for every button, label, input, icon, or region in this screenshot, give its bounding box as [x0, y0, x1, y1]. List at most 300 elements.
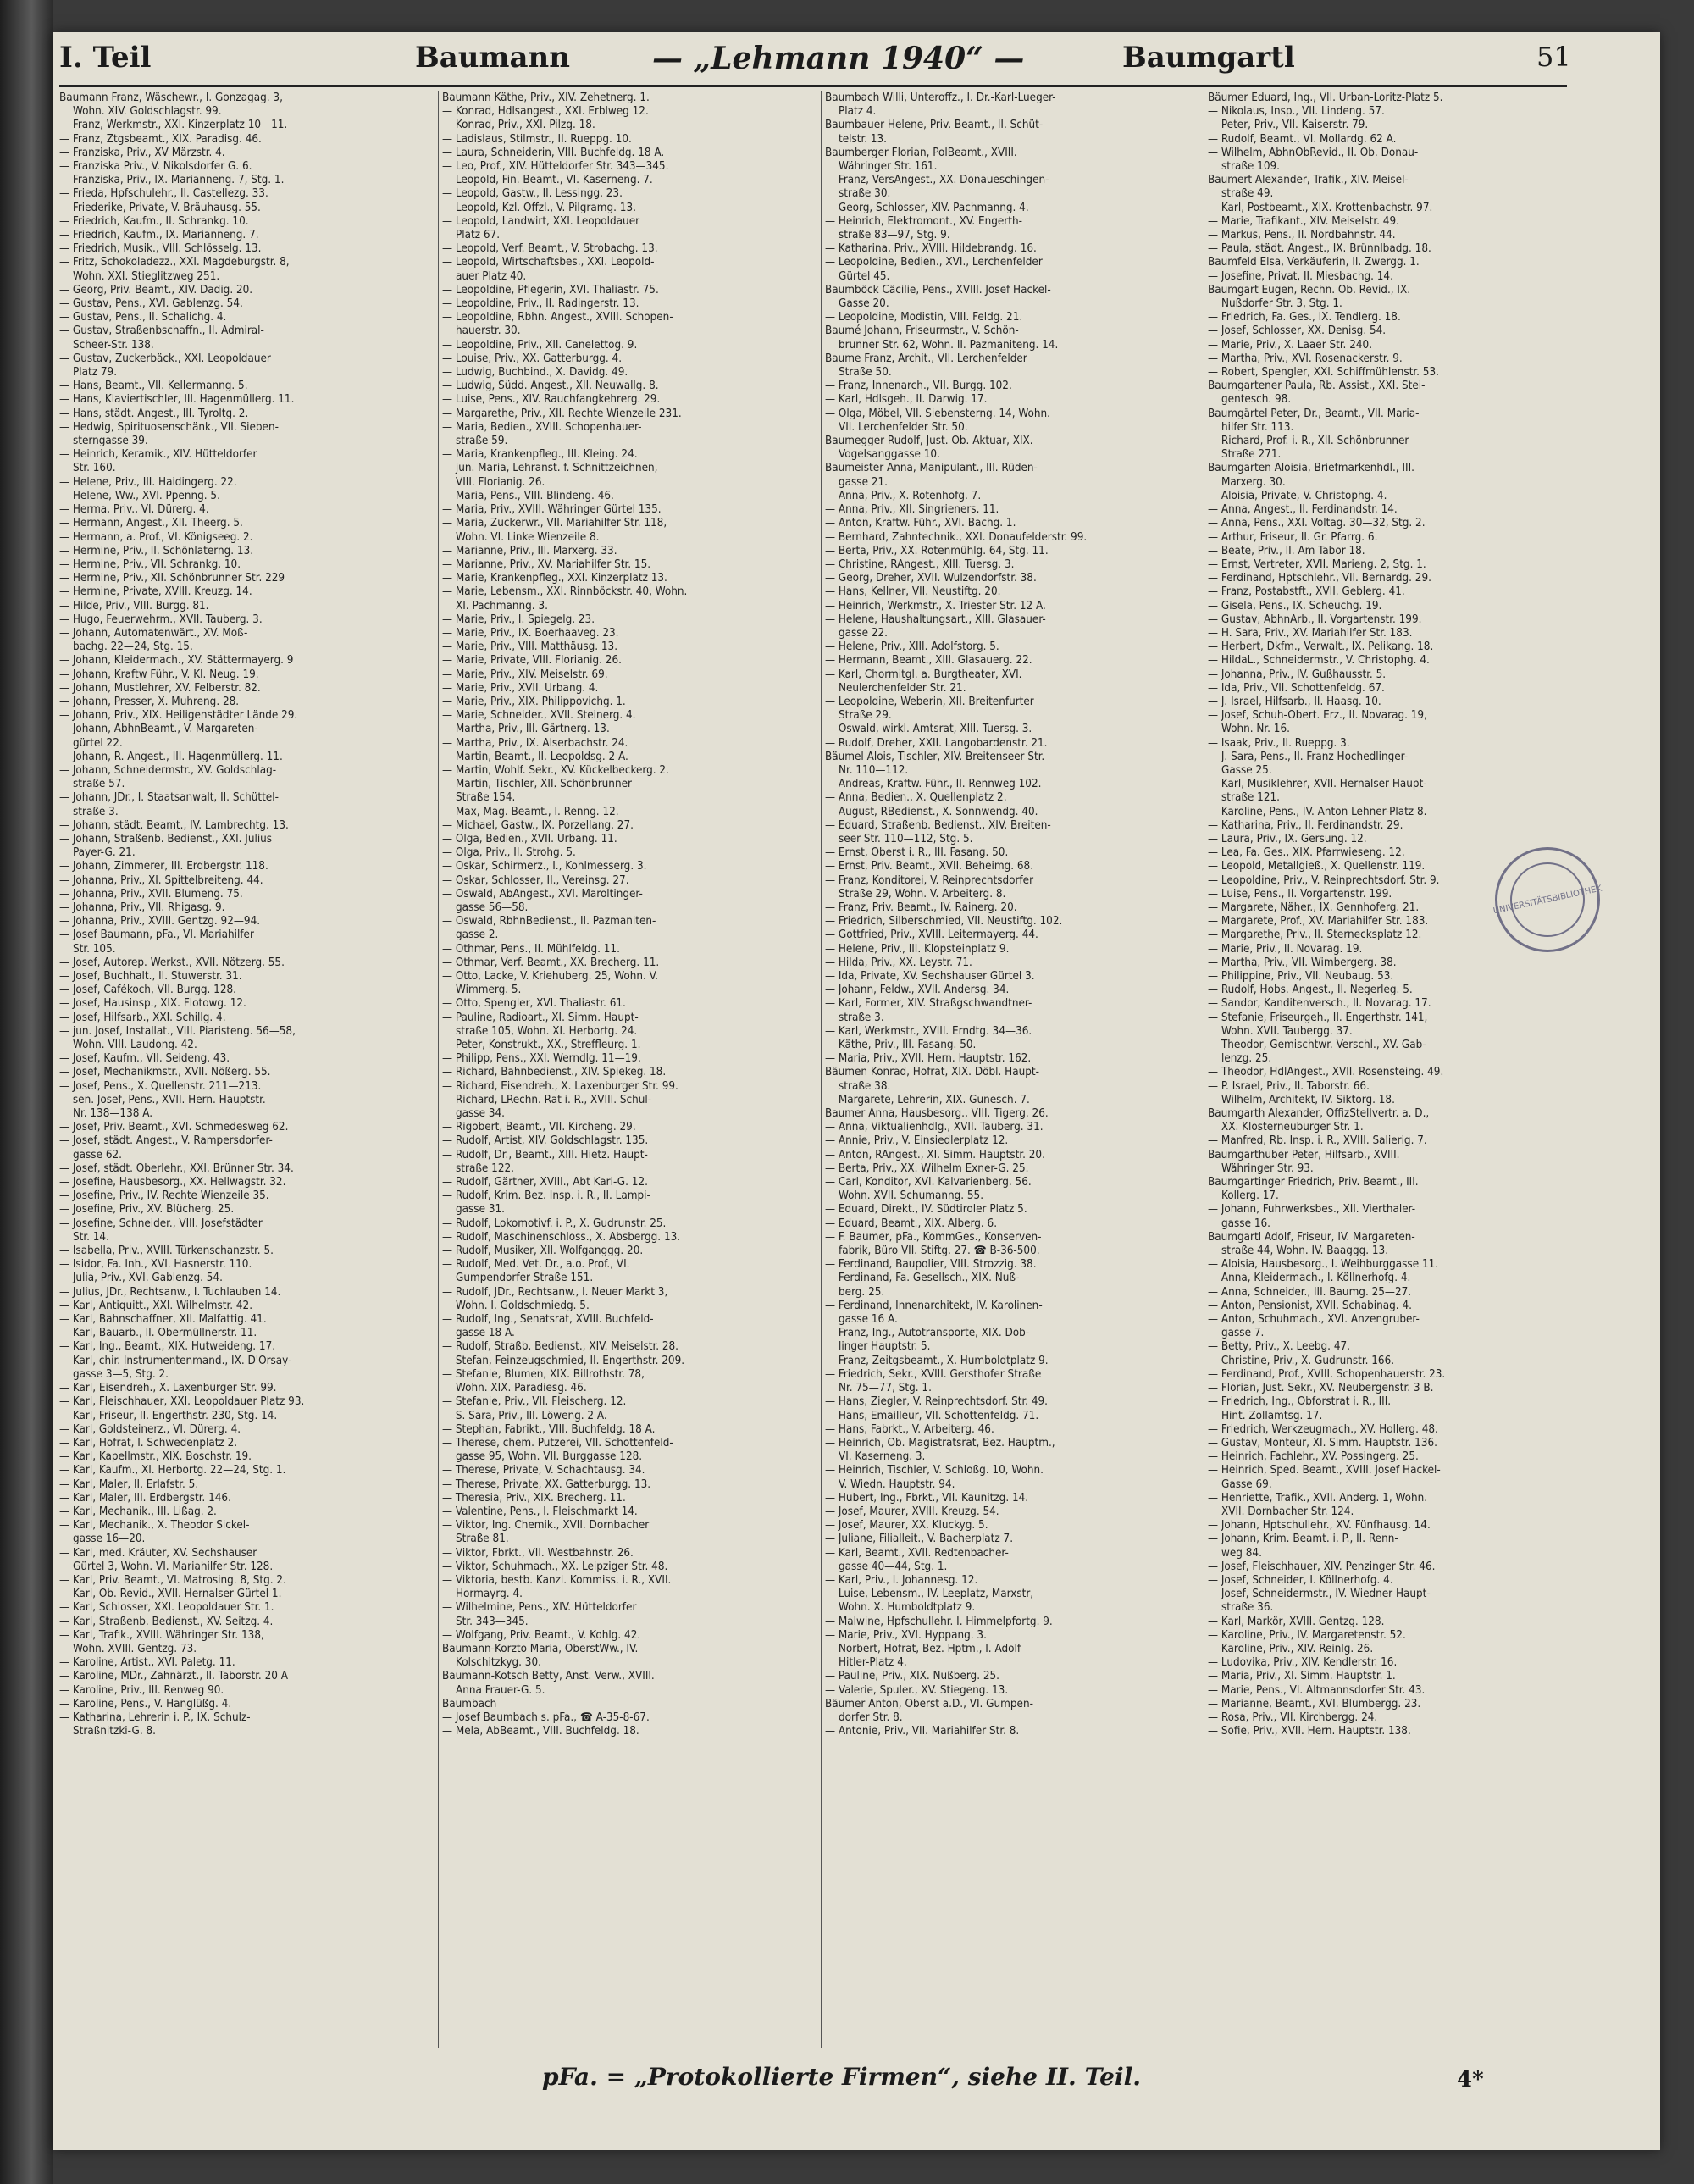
directory-entry: — Anna, Viktualienhdlg., XVII. Tauberg. 31.: [825, 1121, 1044, 1134]
directory-entry: straße 30.: [839, 187, 891, 201]
directory-entry: — Margarete, Lehrerin, XIX. Gunesch. 7.: [825, 1093, 1030, 1106]
directory-entry: — August, RBedienst., X. Sonnwendg. 40.: [825, 805, 1038, 818]
directory-entry: — Ferdinand, Fa. Gesellsch., XIX. Nuß-: [825, 1272, 1020, 1285]
directory-entry: — Karl, Trafik., XVIII. Währinger Str. 138,: [59, 1628, 264, 1642]
directory-entry: — Theodor, Gemischtwr. Verschl., XV. Gab-: [1208, 1039, 1426, 1052]
directory-entry: — Julius, JDr., Rechtsanw., I. Tuchlauben 14.: [59, 1285, 281, 1299]
directory-entry: — Karoline, Priv., III. Renweg 90.: [59, 1683, 224, 1697]
directory-entry: — Anton, Pensionist, XVII. Schabinag. 4.: [1208, 1299, 1412, 1312]
directory-entry: Gürtel 3, Wohn. VI. Mariahilfer Str. 128.: [73, 1560, 274, 1573]
directory-entry: — Anna, Priv., XII. Singrieners. 11.: [825, 503, 999, 517]
directory-entry: — Anton, Kraftw. Führ., XVI. Bachg. 1.: [825, 517, 1016, 530]
directory-entry: — Hans, Fabrkt., V. Arbeiterg. 46.: [825, 1422, 994, 1436]
directory-entry: — Laura, Schneiderin, VIII. Buchfeldg. 18 A.: [442, 146, 665, 159]
directory-entry: Str. 343—345.: [456, 1615, 529, 1628]
directory-entry: Straße 271.: [1221, 448, 1282, 462]
directory-entry: — Josef Baumbach s. pFa., ☎ A-35-8-67.: [442, 1710, 650, 1724]
column-4: [1208, 91, 1579, 2059]
directory-entry: — Herbert, Dkfm., Verwalt., IX. Pelikang. 18.: [1208, 640, 1434, 654]
directory-entry: — Hans, Klaviertischler, III. Hagenmüllerg. 11.: [59, 393, 295, 407]
directory-entry: — Johanna, Priv., XVIII. Gentzg. 92—94.: [59, 915, 261, 928]
directory-entry: bachg. 22—24, Stg. 15.: [73, 640, 193, 654]
directory-entry: — Gustav, Monteur, XI. Simm. Hauptstr. 136.: [1208, 1436, 1437, 1450]
directory-entry: — Antonie, Priv., VII. Mariahilfer Str. 8.: [825, 1725, 1020, 1738]
directory-entry: gasse 95, Wohn. VII. Burggasse 128.: [456, 1450, 643, 1464]
page-number: 51: [1536, 41, 1571, 73]
directory-entry: — Leopoldine, Priv., II. Radingerstr. 13.: [442, 297, 639, 311]
directory-entry: — Gustav, Zuckerbäck., XXI. Leopoldauer: [59, 352, 271, 365]
directory-entry: Baume Franz, Archit., VII. Lerchenfelder: [825, 352, 1027, 365]
directory-entry: Baumfeld Elsa, Verkäuferin, II. Zwergg. 1.: [1208, 256, 1420, 269]
directory-entry: — Nikolaus, Insp., VII. Lindeng. 57.: [1208, 105, 1385, 119]
directory-entry: — Margarete, Prof., XV. Mariahilfer Str. 183.: [1208, 915, 1429, 928]
directory-entry: — Gottfried, Priv., XVIII. Leitermayerg. 44.: [825, 928, 1038, 942]
directory-entry: — Johann, städt. Beamt., IV. Lambrechtg. 13.: [59, 818, 289, 832]
directory-entry: — Manfred, Rb. Insp. i. R., XVIII. Salierig. 7.: [1208, 1134, 1427, 1148]
directory-entry: gasse 16.: [1221, 1217, 1270, 1230]
directory-entry: VIII. Florianig. 26.: [456, 475, 545, 489]
directory-entry: straße 109.: [1221, 160, 1280, 174]
directory-entry: Kolschitzkyg. 30.: [456, 1656, 541, 1670]
column-1: [59, 91, 430, 2059]
directory-entry: — Friedrich, Musik., VIII. Schlösselg. 13.: [59, 242, 262, 256]
directory-entry: — Aloisia, Hausbesorg., I. Weihburggasse 11.: [1208, 1258, 1439, 1272]
directory-entry: Baumer Anna, Hausbesorg., VIII. Tigerg. 26.: [825, 1107, 1049, 1121]
directory-entry: Vogelsanggasse 10.: [839, 448, 940, 462]
directory-entry: Baumann-Kotsch Betty, Anst. Verw., XVIII.: [442, 1670, 655, 1683]
directory-entry: — Otto, Spengler, XVI. Thaliastr. 61.: [442, 997, 626, 1011]
directory-entry: — Marie, Priv., IX. Boerhaaveg. 23.: [442, 626, 619, 640]
book-binding-edge: [0, 0, 53, 2184]
directory-entry: — Anton, Schuhmach., XVI. Anzengruber-: [1208, 1313, 1420, 1327]
directory-entry: — Wilhelmine, Pens., XIV. Hütteldorfer: [442, 1601, 637, 1615]
directory-entry: — Karl, Straßenb. Bedienst., XV. Seitzg. 4.: [59, 1615, 274, 1628]
directory-entry: Baumgärtel Peter, Dr., Beamt., VII. Maria-: [1208, 407, 1420, 420]
directory-entry: — Julia, Priv., XVI. Gablenzg. 54.: [59, 1272, 223, 1285]
directory-entry: — Maria, Priv., XVIII. Währinger Gürtel 135.: [442, 503, 662, 517]
directory-entry: Wohn. XXI. Stieglitzweg 251.: [73, 269, 220, 283]
directory-entry: hauerstr. 30.: [456, 324, 521, 338]
directory-entry: — Othmar, Verf. Beamt., XX. Brecherg. 11.: [442, 956, 660, 969]
directory-entry: — Anna, Angest., II. Ferdinandstr. 14.: [1208, 503, 1398, 517]
directory-entry: — Ferdinand, Hptschlehr., VII. Bernardg. 29.: [1208, 572, 1431, 585]
directory-entry: — Andreas, Kraftw. Führ., II. Rennweg 102.: [825, 778, 1042, 791]
directory-entry: Gumpendorfer Straße 151.: [456, 1272, 594, 1285]
directory-entry: — Marie, Private, VIII. Florianig. 26.: [442, 654, 622, 668]
directory-entry: Payer-G. 21.: [73, 846, 136, 860]
directory-entry: — Rudolf, Artist, XIV. Goldschlagstr. 135.: [442, 1134, 649, 1148]
directory-entry: XX. Klosterneuburger Str. 1.: [1221, 1121, 1364, 1134]
directory-entry: — Friedrich, Sekr., XVIII. Gersthofer Straße: [825, 1367, 1042, 1381]
directory-entry: — Johann, Zimmerer, III. Erdbergstr. 118.: [59, 860, 268, 873]
directory-entry: — Gustav, AbhnArb., II. Vorgartenstr. 199.: [1208, 613, 1422, 626]
directory-entry: — Rudolf, Krim. Bez. Insp. i. R., II. Lampi-: [442, 1189, 650, 1203]
directory-entry: — Rudolf, Dreher, XXII. Langobardenstr. 21.: [825, 736, 1048, 750]
directory-entry: Baumegger Rudolf, Just. Ob. Aktuar, XIX.: [825, 435, 1033, 448]
directory-entry: — Karoline, Pens., V. Hanglüßg. 4.: [59, 1697, 232, 1710]
directory-entry: — Laura, Priv., IX. Gersung. 12.: [1208, 832, 1367, 845]
directory-entry: — Katharina, Lehrerin i. P., IX. Schulz-: [59, 1710, 251, 1724]
directory-entry: sterngasse 39.: [73, 435, 148, 448]
directory-entry: — Theresia, Priv., XIX. Brecherg. 11.: [442, 1491, 626, 1505]
directory-entry: — Josef, Hilfsarb., XXI. Schillg. 4.: [59, 1011, 226, 1024]
directory-entry: — Gisela, Pens., IX. Scheuchg. 19.: [1208, 599, 1382, 613]
directory-entry: gasse 31.: [456, 1203, 505, 1217]
directory-entry: — Josef, Pens., X. Quellenstr. 211—213.: [59, 1079, 262, 1093]
directory-entry: — Gustav, Straßenbschaffn., II. Admiral-: [59, 324, 264, 338]
directory-entry: — Marie, Krankenpfleg., XXI. Kinzerplatz 13.: [442, 572, 667, 585]
directory-entry: gasse 2.: [456, 928, 499, 942]
directory-entry: — Josef, städt. Angest., V. Rampersdorfer-: [59, 1134, 273, 1148]
directory-entry: Hint. Zollamtsg. 17.: [1221, 1409, 1323, 1422]
directory-entry: — Olga, Möbel, VII. Siebensterng. 14, Wohn.: [825, 407, 1050, 420]
directory-entry: — Louise, Priv., XX. Gatterburgg. 4.: [442, 352, 623, 365]
directory-entry: — Peter, Konstrukt., XX., Streffleurg. 1.: [442, 1039, 641, 1052]
directory-entry: — Therese, Private, XX. Gatterburgg. 13.: [442, 1477, 651, 1491]
directory-entry: — Pauline, Radioart., XI. Simm. Haupt-: [442, 1011, 639, 1024]
directory-entry: — Mela, AbBeamt., VIII. Buchfeldg. 18.: [442, 1725, 639, 1738]
directory-entry: — P. Israel, Priv., II. Taborstr. 66.: [1208, 1079, 1370, 1093]
directory-entry: — Friedrich, Fa. Ges., IX. Tendlerg. 18.: [1208, 311, 1401, 324]
directory-entry: Gürtel 45.: [839, 269, 890, 283]
directory-entry: lenzg. 25.: [1221, 1052, 1272, 1066]
directory-entry: — S. Sara, Priv., III. Löweng. 2 A.: [442, 1409, 607, 1422]
directory-entry: — Hermine, Priv., VII. Schrankg. 10.: [59, 557, 241, 571]
directory-entry: — Florian, Just. Sekr., XV. Neubergenstr. 3 B.: [1208, 1382, 1434, 1395]
directory-entry: — Josef, Hausinsp., XIX. Flotowg. 12.: [59, 997, 246, 1011]
directory-entry: — Leo, Prof., XIV. Hütteldorfer Str. 343—345.: [442, 160, 669, 174]
directory-entry: — Maria, Bedien., XVIII. Schopenhauer-: [442, 420, 642, 434]
directory-entry: — Karl, Antiquitt., XXI. Wilhelmstr. 42.: [59, 1299, 253, 1312]
directory-entry: — Hilda, Priv., XX. Leystr. 71.: [825, 956, 972, 969]
directory-entry: — Paula, städt. Angest., IX. Brünnlbadg. 18.: [1208, 242, 1431, 256]
directory-entry: — Hermann, Beamt., XIII. Glasauerg. 22.: [825, 654, 1032, 668]
directory-entry: — Franz, Ztgsbeamt., XIX. Paradisg. 46.: [59, 132, 262, 146]
directory-entry: — Ernst, Vertreter, XVII. Marieng. 2, Stg. 1.: [1208, 557, 1426, 571]
directory-entry: — Rudolf, Straßb. Bedienst., XIV. Meiselstr. 28.: [442, 1340, 679, 1354]
directory-entry: straße 122.: [456, 1161, 514, 1175]
directory-entry: gasse 3—5, Stg. 2.: [73, 1367, 169, 1381]
directory-entry: — Johann, Presser, X. Muhreng. 28.: [59, 695, 240, 708]
directory-entry: — Rudolf, Hobs. Angest., II. Negerleg. 5.: [1208, 984, 1413, 997]
directory-columns: [59, 91, 1575, 2059]
directory-entry: gasse 16—20.: [73, 1533, 146, 1546]
directory-entry: — Richard, LRechn. Rat i. R., XVIII. Schul-: [442, 1093, 652, 1106]
directory-entry: — Rudolf, Musiker, XII. Wolfganggg. 20.: [442, 1244, 644, 1258]
directory-entry: Baumgarten Aloisia, Briefmarkenhdl., III.: [1208, 462, 1414, 475]
directory-entry: — Marie, Priv., X. Laaer Str. 240.: [1208, 338, 1373, 352]
directory-entry: Wohn. XIX. Paradiesg. 46.: [456, 1382, 587, 1395]
header-first-name: Baumann: [415, 41, 570, 75]
directory-entry: — Josef, Schneidermstr., IV. Wiedner Haupt-: [1208, 1588, 1431, 1601]
directory-entry: — Gustav, Pens., II. Schalichg. 4.: [59, 311, 227, 324]
directory-entry: Baumbach: [442, 1697, 497, 1710]
directory-entry: — jun. Maria, Lehranst. f. Schnittzeichnen,: [442, 462, 658, 475]
directory-entry: Wohn. XVIII. Gentzg. 73.: [73, 1642, 197, 1655]
directory-entry: — Johann, JDr., I. Staatsanwalt, II. Schüttel-: [59, 791, 279, 805]
directory-entry: — Christine, RAngest., XIII. Tuersg. 3.: [825, 557, 1015, 571]
directory-entry: — Carl, Konditor, XVI. Kalvarienberg. 56.: [825, 1176, 1032, 1189]
directory-entry: — Frieda, Hpfschulehr., II. Castellezg. 33.: [59, 187, 268, 201]
directory-entry: Str. 14.: [73, 1230, 109, 1244]
directory-entry: gasse 62.: [73, 1148, 122, 1161]
directory-entry: — Luise, Pens., II. Vorgartenstr. 199.: [1208, 887, 1392, 901]
header-rule: [59, 85, 1567, 87]
directory-entry: — Therese, Private, V. Schachtausg. 34.: [442, 1464, 645, 1477]
directory-entry: Scheer-Str. 138.: [73, 338, 154, 352]
directory-entry: straße 49.: [1221, 187, 1274, 201]
directory-entry: — Johann, R. Angest., III. Hagenmüllerg. 11.: [59, 750, 283, 763]
directory-entry: — Karl, chir. Instrumentenmand., IX. D'Orsay-: [59, 1354, 292, 1367]
directory-entry: — Henriette, Trafik., XVII. Anderg. 1, Wohn.: [1208, 1491, 1428, 1505]
directory-entry: — Norbert, Hofrat, Bez. Hptm., I. Adolf: [825, 1642, 1021, 1655]
directory-entry: straße 3.: [73, 805, 119, 818]
directory-entry: — Leopold, Fin. Beamt., VI. Kaserneng. 7.: [442, 174, 653, 187]
directory-entry: — Johann, Kleidermach., XV. Stättermayerg. 9: [59, 654, 294, 668]
directory-entry: Baumann-Korzto Maria, OberstWw., IV.: [442, 1642, 639, 1655]
directory-entry: Straße 29.: [839, 709, 892, 723]
directory-entry: — Karl, med. Kräuter, XV. Sechshauser: [59, 1546, 257, 1560]
directory-entry: — J. Israel, Hilfsarb., II. Haasg. 10.: [1208, 695, 1381, 708]
directory-entry: — Isabella, Priv., XVIII. Türkenschanzstr. 5.: [59, 1244, 274, 1258]
directory-entry: — Arthur, Friseur, II. Gr. Pfarrg. 6.: [1208, 530, 1378, 544]
directory-entry: — Franziska, Priv., IX. Marianneng. 7, Stg. 1.: [59, 174, 285, 187]
directory-entry: — Josef, Kaufm., VII. Seideng. 43.: [59, 1052, 230, 1066]
directory-entry: Straßnitzki-G. 8.: [73, 1725, 156, 1738]
directory-entry: Anna Frauer-G. 5.: [456, 1683, 545, 1697]
directory-entry: — Karl, Werkmstr., XVIII. Erndtg. 34—36.: [825, 1024, 1032, 1038]
directory-entry: — Marianne, Priv., XV. Mariahilfer Str. 15.: [442, 557, 651, 571]
directory-entry: — Karl, Maler, III. Erdbergstr. 146.: [59, 1491, 231, 1505]
directory-entry: — Margarethe, Priv., XII. Rechte Wienzeile 231.: [442, 407, 682, 420]
directory-entry: — Konrad, Hdlsangest., XXI. Erblweg 12.: [442, 105, 649, 119]
column-3: [825, 91, 1196, 2059]
directory-entry: — Leopold, Metallgieß., X. Quellenstr. 119.: [1208, 860, 1426, 873]
directory-entry: — Fritz, Schokoladezz., XXI. Magdeburgstr. 8,: [59, 256, 290, 269]
directory-entry: XVII. Dornbacher Str. 124.: [1221, 1505, 1354, 1518]
directory-entry: — Heinrich, Keramik., XIV. Hütteldorfer: [59, 448, 257, 462]
directory-entry: — Ferdinand, Prof., XVIII. Schopenhauerstr. 23.: [1208, 1367, 1446, 1381]
directory-entry: — Oswald, wirkl. Amtsrat, XIII. Tuersg. 3.: [825, 723, 1032, 736]
directory-entry: — Anna, Kleidermach., I. Köllnerhofg. 4.: [1208, 1272, 1411, 1285]
directory-entry: — Maria, Priv., XI. Simm. Hauptstr. 1.: [1208, 1670, 1396, 1683]
directory-entry: Gasse 20.: [839, 297, 889, 311]
directory-entry: — Stefanie, Blumen, XIX. Billrothstr. 78,: [442, 1367, 645, 1381]
directory-entry: Baumann Franz, Wäschewr., I. Gonzagag. 3,: [59, 91, 283, 104]
directory-entry: — Johanna, Priv., XVII. Blumeng. 75.: [59, 887, 243, 901]
directory-entry: Baumann Käthe, Priv., XIV. Zehetnerg. 1.: [442, 91, 650, 104]
footer-note: pFa. = „Protokollierte Firmen“, siehe II. Teil.: [542, 2063, 1141, 2091]
directory-entry: Baumgartl Adolf, Friseur, IV. Margareten-: [1208, 1230, 1415, 1244]
directory-entry: — Karoline, Priv., IV. Margaretenstr. 52.: [1208, 1628, 1406, 1642]
directory-entry: Baumert Alexander, Trafik., XIV. Meisel-: [1208, 174, 1409, 187]
directory-entry: — Josefine, Schneider., VIII. Josefstädter: [59, 1217, 263, 1230]
directory-entry: — Marie, Priv., I. Spiegelg. 23.: [442, 613, 595, 626]
directory-entry: — Berta, Priv., XX. Rotenmühlg. 64, Stg. 11.: [825, 544, 1049, 557]
directory-entry: — Olga, Bedien., XVII. Urbang. 11.: [442, 832, 617, 845]
directory-entry: Straße 29, Wohn. V. Arbeiterg. 8.: [839, 887, 1006, 901]
directory-entry: Bäumel Alois, Tischler, XIV. Breitenseer Str.: [825, 750, 1045, 763]
directory-entry: — Richard, Eisendreh., X. Laxenburger Str. 99.: [442, 1079, 678, 1093]
directory-entry: — Karl, Priv. Beamt., VI. Matrosing. 8, Stg. 2.: [59, 1573, 286, 1587]
directory-entry: straße 59.: [456, 435, 508, 448]
directory-entry: — Rudolf, Gärtner, XVIII., Abt Karl-G. 12.: [442, 1176, 648, 1189]
directory-entry: Wohn. I. Goldschmiedg. 5.: [456, 1299, 590, 1312]
directory-entry: — Karl, Bahnschaffner, XII. Malfattig. 41.: [59, 1313, 267, 1327]
library-stamp-text: UNIVERSITÄTSBIBLIOTHEK: [1503, 856, 1592, 944]
directory-entry: — Ernst, Priv. Beamt., XVII. Beheimg. 68.: [825, 860, 1034, 873]
directory-entry: — Karl, Goldsteinerz., VI. Dürerg. 4.: [59, 1422, 241, 1436]
directory-entry: — Karl, Schlosser, XXI. Leopoldauer Str. 1.: [59, 1601, 274, 1615]
directory-entry: Baumböck Cäcilie, Pens., XVIII. Josef Hackel-: [825, 283, 1051, 297]
directory-entry: — Josefine, Priv., IV. Rechte Wienzeile 35.: [59, 1189, 269, 1203]
directory-entry: — Hans, städt. Angest., III. Tyroltg. 2.: [59, 407, 249, 420]
directory-entry: — Marie, Trafikant., XIV. Meiselstr. 49.: [1208, 214, 1399, 228]
directory-entry: — Friedrich, Werkzeugmach., XV. Hollerg. 48.: [1208, 1422, 1438, 1436]
directory-entry: — Karl, Mechanik., III. Lißag. 2.: [59, 1505, 217, 1518]
directory-entry: Wohn. XIV. Goldschlagstr. 99.: [73, 105, 222, 119]
directory-entry: — Josef, Autorep. Werkst., XVII. Nötzerg. 55.: [59, 956, 285, 969]
directory-entry: Nußdorfer Str. 3, Stg. 1.: [1221, 297, 1342, 311]
directory-entry: gasse 16 A.: [839, 1313, 898, 1327]
directory-entry: — Johann, Kraftw Führ., V. Kl. Neug. 19.: [59, 668, 259, 681]
directory-entry: — Rosa, Priv., VII. Kirchbergg. 24.: [1208, 1710, 1378, 1724]
directory-entry: Baumé Johann, Friseurmstr., V. Schön-: [825, 324, 1019, 338]
directory-entry: — Sofie, Priv., XVII. Hern. Hauptstr. 138.: [1208, 1725, 1411, 1738]
directory-entry: — Johann, Krim. Beamt. i. P., II. Renn-: [1208, 1533, 1398, 1546]
directory-entry: — Rudolf, Lokomotivf. i. P., X. Gudrunstr. 25.: [442, 1217, 667, 1230]
directory-entry: — Leopoldine, Weberin, XII. Breitenfurter: [825, 695, 1034, 708]
directory-entry: — Friedrich, Kaufm., IX. Marianneng. 7.: [59, 229, 259, 242]
directory-entry: — Marie, Pens., VI. Altmannsdorfer Str. 43.: [1208, 1683, 1426, 1697]
directory-entry: — Christine, Priv., X. Gudrunstr. 166.: [1208, 1354, 1395, 1367]
directory-entry: Gasse 25.: [1221, 763, 1272, 777]
directory-entry: — Josef, Buchhalt., II. Stuwerstr. 31.: [59, 970, 242, 983]
directory-entry: — Maria, Priv., XVII. Hern. Hauptstr. 162.: [825, 1052, 1032, 1066]
directory-entry: Str. 160.: [73, 462, 116, 475]
directory-entry: — Franz, Werkmstr., XXI. Kinzerplatz 10—11.: [59, 119, 288, 132]
directory-entry: — Johann, Automatenwärt., XV. Moß-: [59, 626, 248, 640]
directory-entry: — Eduard, Direkt., IV. Südtiroler Platz 5.: [825, 1203, 1027, 1217]
directory-entry: — Leopoldine, Pflegerin, XVI. Thaliastr. 75.: [442, 283, 659, 297]
directory-entry: — Anna, Pens., XXI. Voltag. 30—32, Stg. 2.: [1208, 517, 1426, 530]
directory-entry: — Johanna, Priv., VII. Rhigasg. 9.: [59, 901, 225, 914]
directory-entry: — HildaL., Schneidermstr., V. Christophg. 4.: [1208, 654, 1430, 668]
directory-entry: hilfer Str. 113.: [1221, 420, 1294, 434]
directory-entry: — Franz, Konditorei, V. Reinprechtsdorfer: [825, 873, 1034, 887]
directory-entry: — Martha, Priv., IX. Alserbachstr. 24.: [442, 736, 628, 750]
directory-entry: Baumgartinger Friedrich, Priv. Beamt., III.: [1208, 1176, 1419, 1189]
directory-entry: — Hedwig, Spirituosenschänk., VII. Sieben-: [59, 420, 279, 434]
directory-entry: — Josef, Schuh-Obert. Erz., II. Novarag. 19,: [1208, 709, 1427, 723]
directory-entry: — Anna, Schneider., III. Baumg. 25—27.: [1208, 1285, 1412, 1299]
directory-entry: — Karl, Beamt., XVII. Redtenbacher-: [825, 1546, 1009, 1560]
directory-entry: seer Str. 110—112, Stg. 5.: [839, 832, 973, 845]
directory-entry: — Johanna, Priv., IV. Gußhausstr. 5.: [1208, 668, 1387, 681]
directory-entry: — Friedrich, Silberschmied, VII. Neustiftg. 102.: [825, 915, 1063, 928]
directory-entry: — Karl, Ing., Beamt., XIX. Hutweideng. 17.: [59, 1340, 276, 1354]
directory-entry: — Josef, Fleischhauer, XIV. Penzinger Str. 46.: [1208, 1560, 1436, 1573]
directory-entry: — Josef Baumann, pFa., VI. Mariahilfer: [59, 928, 254, 942]
directory-entry: — Karl, Postbeamt., XIX. Krottenbachstr. 97.: [1208, 201, 1433, 214]
directory-entry: — Stefanie, Friseurgeh., II. Engerthstr. 141,: [1208, 1011, 1428, 1024]
directory-entry: — Anna, Bedien., X. Quellenplatz 2.: [825, 791, 1007, 805]
directory-entry: Baumgartener Paula, Rb. Assist., XXI. Stei-: [1208, 380, 1426, 393]
directory-entry: — Hans, Ziegler, V. Reinprechtsdorf. Str. 49.: [825, 1395, 1048, 1409]
directory-entry: Wohn. XVII. Taubergg. 37.: [1221, 1024, 1353, 1038]
directory-entry: straße 83—97, Stg. 9.: [839, 229, 950, 242]
directory-entry: — Philipp, Pens., XXI. Werndlg. 11—19.: [442, 1052, 641, 1066]
directory-entry: — jun. Josef, Installat., VIII. Piaristeng. 56—58,: [59, 1024, 296, 1038]
directory-entry: — Johann, AbhnBeamt., V. Margareten-: [59, 723, 258, 736]
directory-entry: — Heinrich, Tischler, V. Schloßg. 10, Wohn.: [825, 1464, 1044, 1477]
directory-entry: Baumberger Florian, PolBeamt., XVIII.: [825, 146, 1017, 159]
directory-entry: — Leopold, Kzl. Offzl., V. Pilgramg. 13.: [442, 201, 636, 214]
directory-entry: Wohn. XVII. Schumanng. 55.: [839, 1189, 984, 1203]
directory-entry: — Helene, Priv., III. Klopsteinplatz 9.: [825, 942, 1010, 956]
directory-entry: — Josefine, Privat, II. Miesbachg. 14.: [1208, 269, 1393, 283]
directory-entry: — Heinrich, Sped. Beamt., XVIII. Josef Hackel-: [1208, 1464, 1441, 1477]
directory-entry: — Malwine, Hpfschullehr. I. Himmelpfortg. 9.: [825, 1615, 1053, 1628]
directory-entry: Wimmerg. 5.: [456, 984, 522, 997]
directory-entry: gasse 21.: [839, 475, 888, 489]
directory-entry: — Josef, Cafékoch, VII. Burgg. 128.: [59, 984, 236, 997]
directory-entry: — Josef, Schneider, I. Köllnerhofg. 4.: [1208, 1573, 1393, 1587]
directory-entry: — Oswald, AbAngest., XVI. Maroltinger-: [442, 887, 643, 901]
directory-entry: — Josef, städt. Oberlehr., XXI. Brünner Str. 34.: [59, 1161, 294, 1175]
directory-entry: — Franziska Priv., V. Nikolsdorfer G. 6.: [59, 160, 252, 174]
directory-entry: — Franziska, Priv., XV Märzstr. 4.: [59, 146, 225, 159]
directory-entry: straße 3.: [839, 1011, 884, 1024]
directory-entry: — Ernst, Oberst i. R., III. Fasang. 50.: [825, 846, 1009, 860]
directory-entry: — Martha, Priv., III. Gärtnerg. 13.: [442, 723, 610, 736]
directory-entry: — Rigobert, Beamt., VII. Kircheng. 29.: [442, 1121, 636, 1134]
directory-entry: — Karl, Kaufm., XI. Herbortg. 22—24, Stg. 1.: [59, 1464, 286, 1477]
directory-entry: fabrik, Büro VII. Stiftg. 27. ☎ B-36-500.: [839, 1244, 1040, 1258]
directory-entry: — Heinrich, Fachlehr., XV. Possingerg. 25.: [1208, 1450, 1419, 1464]
directory-entry: — Ladislaus, Stilmstr., II. Rueppg. 10.: [442, 132, 632, 146]
directory-entry: — Friedrich, Kaufm., II. Schrankg. 10.: [59, 214, 249, 228]
directory-entry: — Johann, Priv., XIX. Heiligenstädter Lände 29.: [59, 709, 298, 723]
directory-entry: — Wolfgang, Priv. Beamt., V. Kohlg. 42.: [442, 1628, 641, 1642]
directory-entry: — Katharina, Priv., II. Ferdinandstr. 29.: [1208, 818, 1403, 832]
directory-entry: — Leopoldine, Priv., V. Reinprechtsdorf. Str. 9.: [1208, 873, 1440, 887]
directory-entry: Baumbach Willi, Unteroffz., I. Dr.-Karl-Lueger-: [825, 91, 1056, 104]
directory-entry: — Josefine, Hausbesorg., XX. Hellwagstr. 32.: [59, 1176, 286, 1189]
directory-entry: Bäumer Anton, Oberst a.D., VI. Gumpen-: [825, 1697, 1033, 1710]
directory-entry: — Marianne, Beamt., XVI. Blumbergg. 23.: [1208, 1697, 1421, 1710]
directory-entry: straße 44, Wohn. IV. Baaggg. 13.: [1221, 1244, 1389, 1258]
directory-entry: — Beate, Priv., II. Am Tabor 18.: [1208, 544, 1365, 557]
directory-entry: Platz 67.: [456, 229, 501, 242]
directory-entry: — Marie, Priv., VIII. Matthäusg. 13.: [442, 640, 618, 654]
directory-entry: — Georg, Priv. Beamt., XIV. Dadig. 20.: [59, 283, 253, 297]
directory-entry: gasse 40—44, Stg. 1.: [839, 1560, 948, 1573]
directory-entry: — Aloisia, Private, V. Christophg. 4.: [1208, 489, 1387, 502]
directory-entry: — Karl, Kapellmstr., XIX. Boschstr. 19.: [59, 1450, 252, 1464]
directory-entry: — Theodor, HdlAngest., XVII. Rosensteing. 49.: [1208, 1066, 1444, 1079]
directory-entry: — Marie, Priv., II. Novarag. 19.: [1208, 942, 1363, 956]
directory-entry: — Friederike, Private, V. Bräuhausg. 55.: [59, 201, 261, 214]
directory-entry: — Leopold, Landwirt, XXI. Leopoldauer: [442, 214, 640, 228]
directory-entry: XI. Pachmanng. 3.: [456, 599, 548, 613]
directory-entry: — Annie, Priv., V. Einsiedlerplatz 12.: [825, 1134, 1009, 1148]
directory-entry: — Franz, Postabstft., XVII. Geblerg. 41.: [1208, 585, 1405, 599]
directory-entry: gasse 18 A.: [456, 1327, 515, 1340]
directory-entry: — Luise, Pens., XIV. Rauchfangkehrerg. 29.: [442, 393, 661, 407]
directory-entry: — Pauline, Priv., XIX. Nußberg. 25.: [825, 1670, 1000, 1683]
directory-entry: gasse 7.: [1221, 1327, 1265, 1340]
